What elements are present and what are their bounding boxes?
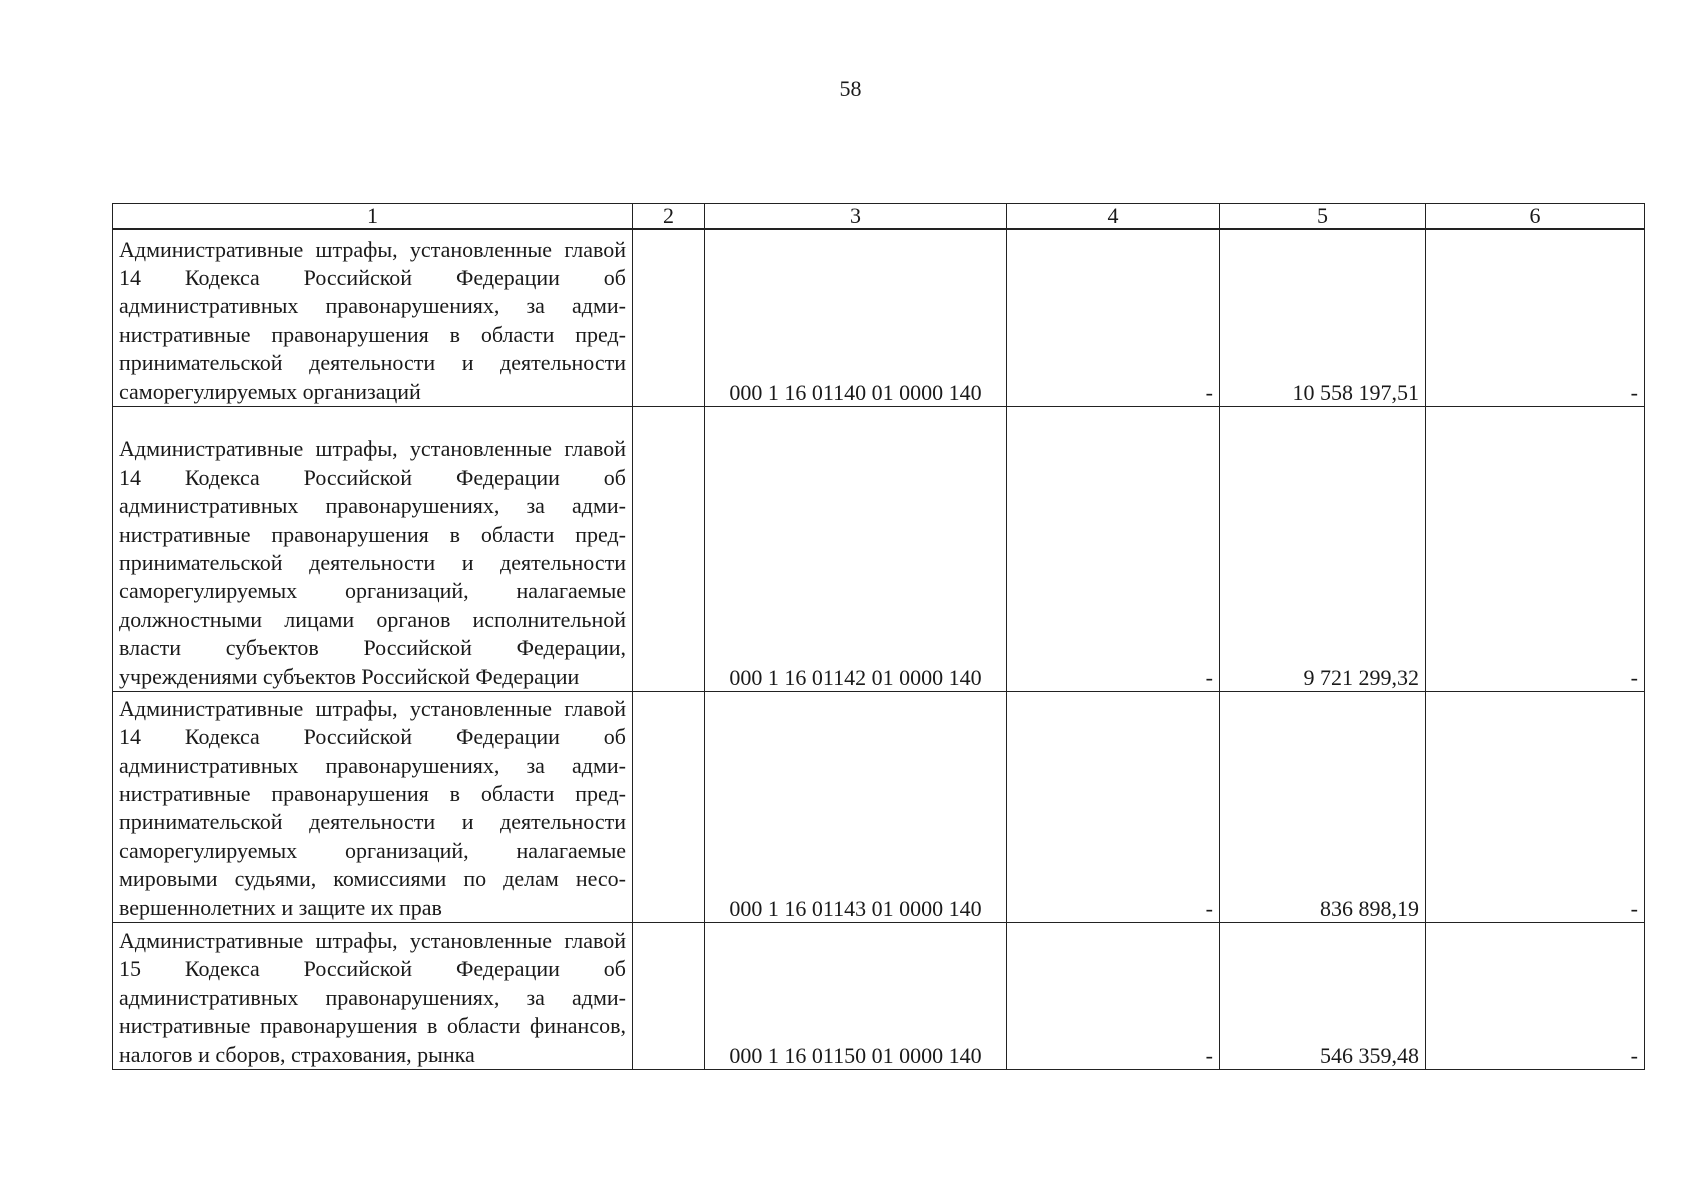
row-code: 000 1 16 01150 01 0000 140 <box>705 923 1007 1070</box>
table-row <box>113 692 1645 923</box>
column-header-2: 2 <box>633 204 705 230</box>
row-code: 000 1 16 01140 01 0000 140 <box>705 229 1007 407</box>
column-header-5: 5 <box>1220 204 1426 230</box>
row-col6: - <box>1426 923 1645 1070</box>
column-header-3: 3 <box>705 204 1007 230</box>
table-row <box>113 923 1645 1070</box>
page-number: 58 <box>839 76 862 101</box>
row-code: 000 1 16 01142 01 0000 140 <box>705 407 1007 692</box>
row-amount: 546 359,48 <box>1220 923 1426 1070</box>
row-description: Административные штрафы, установленные главой 15 Кодекса Российской Федерации об административных правонарушениях, за административные правонарушения в области финансов, налогов и сборов, страхования, рынка <box>113 923 633 1070</box>
row-amount: 10 558 197,51 <box>1220 229 1426 407</box>
row-col6: - <box>1426 229 1645 407</box>
row-col4: - <box>1007 692 1220 923</box>
column-header-1: 1 <box>113 204 633 230</box>
table-row <box>113 407 1645 692</box>
row-col4: - <box>1007 407 1220 692</box>
row-col4: - <box>1007 229 1220 407</box>
row-col2 <box>633 229 705 407</box>
row-description: Административные штрафы, установленные главой 14 Кодекса Российской Федерации об административных правонарушениях, за административные правонарушения в области предпринимательской деятельности и деятельности саморегулируемых организаций, налагаемые мировыми судьями, комиссиями по делам несовершеннолетних и защите их прав <box>113 692 633 923</box>
row-col2 <box>633 923 705 1070</box>
column-header-6: 6 <box>1426 204 1645 230</box>
revenue-table <box>112 203 1645 1070</box>
table-header <box>113 204 1645 230</box>
row-code: 000 1 16 01143 01 0000 140 <box>705 692 1007 923</box>
row-amount: 9 721 299,32 <box>1220 407 1426 692</box>
row-col6: - <box>1426 692 1645 923</box>
row-col2 <box>633 407 705 692</box>
table-body <box>113 229 1645 1070</box>
row-amount: 836 898,19 <box>1220 692 1426 923</box>
row-description: Административные штрафы, установленные главой 14 Кодекса Российской Федерации об административных правонарушениях, за административные правонарушения в области предпринимательской деятельности и деятельности саморегулируемых организаций, налагаемые должностными лицами органов исполнительной власти субъектов Российской Федерации, учреждениями субъектов Российской Федерации <box>113 407 633 692</box>
row-col6: - <box>1426 407 1645 692</box>
row-description: Административные штрафы, установленные главой 14 Кодекса Российской Федерации об административных правонарушениях, за административные правонарушения в области предпринимательской деятельности и деятельности саморегулируемых организаций <box>113 229 633 407</box>
row-col4: - <box>1007 923 1220 1070</box>
table-row <box>113 229 1645 407</box>
column-header-4: 4 <box>1007 204 1220 230</box>
row-col2 <box>633 692 705 923</box>
header-row <box>113 204 1645 230</box>
